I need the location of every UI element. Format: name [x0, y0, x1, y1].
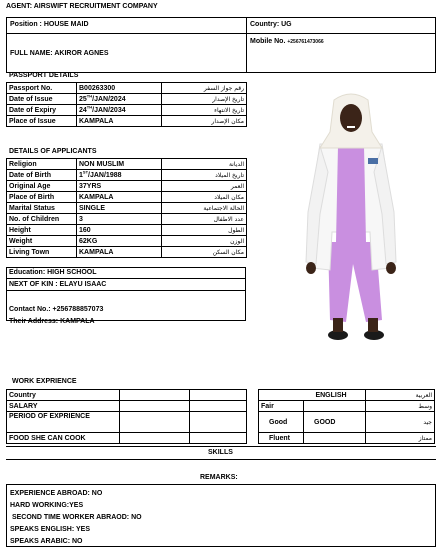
language-table — [258, 389, 435, 444]
language-header-row: ENGLISH العربية — [259, 390, 435, 401]
remarks-list — [10, 488, 142, 548]
mobile-value: +256761473066 — [287, 39, 324, 45]
applicant-row-marital: Marital Status SINGLE الحالة الاجتماعية — [7, 203, 247, 214]
work-table — [6, 389, 247, 444]
full-name: FULL NAME: AKIROR AGNES — [10, 50, 109, 57]
applicant-row-height: Height 160 الطول — [7, 225, 247, 236]
language-row-fair: Fair وسط — [259, 401, 435, 412]
language-row-fluent: Fluent ممتاز — [259, 433, 435, 444]
remark-line: SPEAKS ARABIC: NO — [10, 538, 83, 545]
country-field: Country: UG — [250, 21, 292, 28]
applicant-row-dob: Date of Birth 1ST/JAN/1988 تاريخ الميلاد — [7, 170, 247, 181]
passport-row-expiry-date: Date of Expiry 24TH/JAN/2034 تاريخ الانتهاء — [7, 105, 247, 116]
mobile-field — [250, 38, 324, 45]
remark-line: SPEAKS ENGLISH: YES — [10, 526, 91, 533]
passport-table — [6, 82, 247, 127]
applicant-row-weight: Weight 62KG الوزن — [7, 236, 247, 247]
applicant-row-birthplace: Place of Birth KAMPALA مكان الميلاد — [7, 192, 247, 203]
language-row-good: Good GOOD جيد — [259, 412, 435, 433]
work-row-country: Country — [7, 390, 247, 401]
mobile-label: Mobile No. — [250, 38, 286, 45]
applicant-row-town: Living Town KAMPALA مكان السكن — [7, 247, 247, 258]
applicant-row-religion: Religion NON MUSLIM الديانة — [7, 159, 247, 170]
work-row-food: FOOD SHE CAN COOK — [7, 433, 247, 444]
remark-line: EXPERIENCE ABROAD: NO — [10, 490, 103, 497]
next-of-kin-field: NEXT OF KIN : ELAYU ISAAC — [9, 281, 107, 288]
contact-field: Contact No.: +256788857073 — [9, 306, 104, 313]
applicant-section-title: DETAILS OF APPLICANTS — [9, 148, 97, 155]
passport-row-place: Place of Issue KAMPALA مكان الإصدار — [7, 116, 247, 127]
applicant-row-children: No. of Children 3 عدد الاطفال — [7, 214, 247, 225]
address-field: Their Address: KAMPALA — [9, 318, 95, 325]
passport-row-number: Passport No. B00263300 رقم جواز السفر — [7, 83, 247, 94]
applicant-table — [6, 158, 247, 258]
passport-section-title: PASSPORT DETAILS — [9, 72, 79, 79]
position-field: Position : HOUSE MAID — [10, 21, 89, 28]
skills-title: SKILLS — [208, 449, 233, 456]
work-section-title: WORK EXPRIENCE — [12, 378, 77, 385]
work-row-period: PERIOD OF EXPRIENCE — [7, 412, 247, 433]
agent-name: AGENT: AIRSWIFT RECRUITMENT COMPANY — [6, 3, 158, 10]
photo-figure — [290, 92, 410, 354]
applicant-row-age: Original Age 37YRS العمر — [7, 181, 247, 192]
education-field: Education: HIGH SCHOOL — [9, 269, 97, 276]
remarks-title: REMARKS: — [200, 474, 238, 481]
passport-row-issue-date: Date of Issue 25TH/JAN/2024 تاريخ الإصدار — [7, 94, 247, 105]
work-row-salary: SALARY — [7, 401, 247, 412]
remark-line: SECOND TIME WORKER ABRAOD: NO — [10, 514, 142, 521]
applicant-photo — [290, 92, 410, 354]
remark-line: HARD WORKING:YES — [10, 502, 84, 509]
